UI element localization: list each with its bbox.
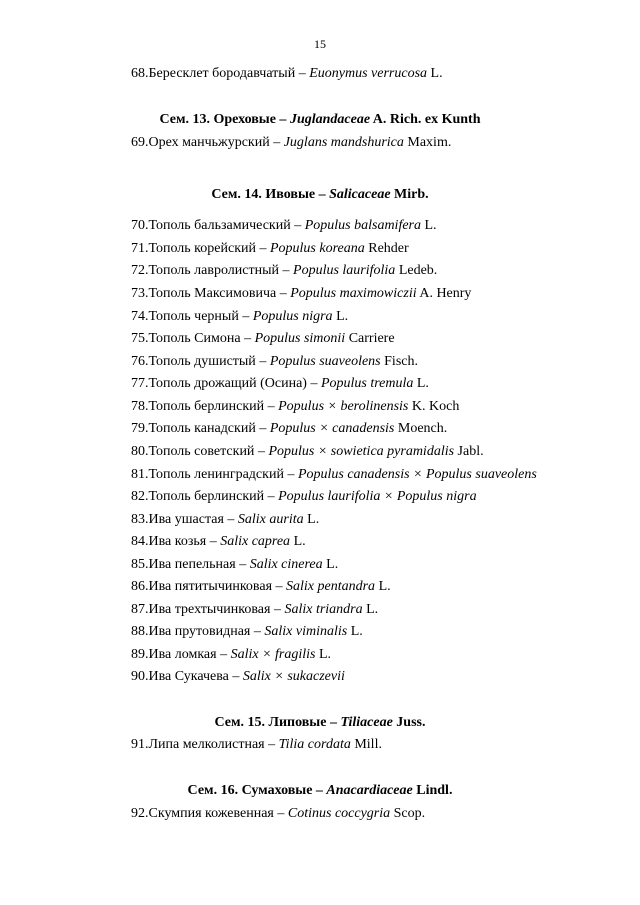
russian-name: Ива пепельная [148, 557, 236, 572]
family-author: Mirb. [390, 187, 429, 202]
page-number: 15 [314, 37, 326, 51]
latin-name: Tilia cordata [278, 737, 351, 752]
latin-name: Populus canadensis × Populus suaveolens [297, 467, 537, 482]
russian-name: Ива пятитычинковая [148, 579, 273, 594]
species-list-item [131, 622, 363, 642]
species-author: Scop. [390, 806, 426, 821]
dash: – [255, 354, 270, 369]
species-author: L. [427, 66, 443, 81]
dash: – [264, 737, 279, 752]
family-heading [0, 185, 640, 205]
species-list-item [131, 645, 331, 665]
species-list-item [131, 329, 395, 349]
dash: – [279, 263, 294, 278]
dash: – [255, 421, 270, 436]
russian-name: Тополь канадский [148, 421, 256, 436]
dash: – [254, 444, 269, 459]
latin-name: Salix cinerea [249, 557, 323, 572]
dash: – [223, 512, 238, 527]
dash: – [290, 218, 305, 233]
item-number: 90. [131, 669, 149, 684]
item-number: 79. [131, 421, 149, 436]
latin-name: Salix triandra [284, 602, 363, 617]
family-latin-name: Tiliaceae [340, 715, 393, 730]
item-number: 78. [131, 399, 149, 414]
russian-name: Тополь душистый [148, 354, 256, 369]
latin-name: Populus tremula [320, 376, 414, 391]
russian-name: Липа мелколистная [148, 737, 265, 752]
species-author: A. Henry [416, 286, 472, 301]
russian-name: Тополь берлинский [148, 489, 265, 504]
latin-name: Salix × sukaczevii [242, 669, 345, 684]
item-number: 76. [131, 354, 149, 369]
latin-name: Salix viminalis [264, 624, 348, 639]
item-number: 68. [131, 66, 149, 81]
species-author: L. [347, 624, 363, 639]
family-heading [0, 781, 640, 801]
species-list-item [131, 510, 319, 530]
latin-name: Salix caprea [220, 534, 291, 549]
russian-name: Ива козья [148, 534, 207, 549]
latin-name: Juglans mandshurica [283, 135, 404, 150]
species-list-item [131, 577, 391, 597]
russian-name: Тополь корейский [148, 241, 256, 256]
russian-name: Ива ломкая [148, 647, 217, 662]
item-number: 88. [131, 624, 149, 639]
dash: – [228, 669, 243, 684]
dash: – [283, 467, 298, 482]
latin-name: Populus × canadensis [269, 421, 395, 436]
russian-name: Тополь берлинский [148, 399, 265, 414]
latin-name: Populus maximowiczii [290, 286, 417, 301]
latin-name: Populus laurifolia [293, 263, 396, 278]
russian-name: Тополь бальзамический [148, 218, 291, 233]
latin-name: Populus simonii [254, 331, 346, 346]
species-author: Carriere [345, 331, 395, 346]
heading-prefix: Сем. 14. Ивовые – [211, 187, 330, 202]
family-author: A. Rich. ex Kunth [370, 112, 481, 127]
item-number: 73. [131, 286, 149, 301]
species-list-item [131, 133, 451, 153]
dash: – [306, 376, 321, 391]
russian-name: Тополь дрожащий (Осина) [148, 376, 307, 391]
dash: – [238, 309, 253, 324]
species-list-item [131, 419, 447, 439]
latin-name: Cotinus coccygria [287, 806, 391, 821]
dash: – [269, 135, 284, 150]
species-list-item [131, 284, 471, 304]
latin-name: Populus suaveolens [269, 354, 381, 369]
family-latin-name: Anacardiaceae [326, 783, 413, 798]
species-author: K. Koch [408, 399, 460, 414]
species-author: L. [421, 218, 437, 233]
family-latin-name: Juglandaceae [289, 112, 371, 127]
family-author: Juss. [392, 715, 426, 730]
dash: – [270, 602, 285, 617]
dash: – [235, 557, 250, 572]
species-list-item [131, 465, 537, 485]
item-number: 70. [131, 218, 149, 233]
russian-name: Ива Сукачева [148, 669, 229, 684]
species-author: L. [413, 376, 429, 391]
dash: – [273, 806, 288, 821]
dash: – [272, 579, 287, 594]
species-author: Maxim. [403, 135, 452, 150]
species-list-item [131, 667, 345, 687]
item-number: 69. [131, 135, 149, 150]
item-number: 87. [131, 602, 149, 617]
russian-name: Бересклет бородавчатый [148, 66, 296, 81]
dash: – [240, 331, 255, 346]
species-author: Moench. [394, 421, 448, 436]
species-list-item [131, 735, 382, 755]
heading-prefix: Сем. 16. Сумаховые – [187, 783, 327, 798]
russian-name: Тополь Максимовича [148, 286, 277, 301]
species-author: L. [375, 579, 391, 594]
species-author: Jabl. [454, 444, 484, 459]
latin-name: Salix × fragilis [230, 647, 316, 662]
item-number: 84. [131, 534, 149, 549]
species-list-item [131, 239, 409, 259]
family-latin-name: Salicaceae [329, 187, 391, 202]
russian-name: Тополь черный [148, 309, 239, 324]
latin-name: Populus nigra [252, 309, 333, 324]
species-author: L. [303, 512, 320, 527]
item-number: 83. [131, 512, 149, 527]
species-author: Rehder [364, 241, 409, 256]
species-author: Mill. [350, 737, 382, 752]
species-list-item [131, 487, 477, 507]
species-author: L. [362, 602, 379, 617]
dash: – [276, 286, 291, 301]
latin-name: Populus × sowietica pyramidalis [268, 444, 455, 459]
item-number: 75. [131, 331, 149, 346]
species-author: Ledeb. [395, 263, 438, 278]
item-number: 74. [131, 309, 149, 324]
species-author: L. [290, 534, 306, 549]
species-list-item [131, 600, 378, 620]
species-list-item [131, 261, 437, 281]
russian-name: Ива прутовидная [148, 624, 251, 639]
species-author: L. [332, 309, 349, 324]
russian-name: Орех манчьжурский [148, 135, 270, 150]
dash: – [264, 399, 279, 414]
item-number: 91. [131, 737, 149, 752]
dash: – [216, 647, 231, 662]
latin-name: Populus koreana [269, 241, 365, 256]
family-heading [0, 110, 640, 130]
item-number: 81. [131, 467, 149, 482]
species-list-item [131, 532, 306, 552]
species-list-item [131, 374, 429, 394]
item-number: 77. [131, 376, 149, 391]
item-number: 80. [131, 444, 149, 459]
russian-name: Ива ушастая [148, 512, 224, 527]
item-number: 82. [131, 489, 149, 504]
latin-name: Euonymus verrucosa [309, 66, 428, 81]
species-list-item [131, 307, 348, 327]
item-number: 86. [131, 579, 149, 594]
dash: – [255, 241, 270, 256]
latin-name: Populus laurifolia × Populus nigra [278, 489, 477, 504]
family-heading [0, 713, 640, 733]
russian-name: Тополь Симона [148, 331, 241, 346]
dash: – [250, 624, 265, 639]
item-number: 92. [131, 806, 149, 821]
russian-name: Ива трехтычинковая [148, 602, 271, 617]
species-list-item [131, 64, 443, 84]
species-author: Fisch. [380, 354, 418, 369]
heading-prefix: Сем. 15. Липовые – [214, 715, 341, 730]
item-number: 72. [131, 263, 149, 278]
russian-name: Тополь советский [148, 444, 255, 459]
species-author: L. [322, 557, 339, 572]
species-list-item [131, 442, 484, 462]
dash: – [264, 489, 279, 504]
latin-name: Populus × berolinensis [278, 399, 409, 414]
species-list-item [131, 555, 338, 575]
species-list-item [131, 352, 418, 372]
dash: – [206, 534, 221, 549]
species-list-item [131, 804, 425, 824]
species-author: L. [315, 647, 332, 662]
latin-name: Salix aurita [237, 512, 304, 527]
latin-name: Salix pentandra [286, 579, 376, 594]
item-number: 89. [131, 647, 149, 662]
species-list-item [131, 216, 437, 236]
russian-name: Тополь ленинградский [148, 467, 284, 482]
russian-name: Скумпия кожевенная [148, 806, 274, 821]
family-author: Lindl. [412, 783, 453, 798]
heading-prefix: Сем. 13. Ореховые – [159, 112, 290, 127]
item-number: 71. [131, 241, 149, 256]
dash: – [295, 66, 310, 81]
russian-name: Тополь лавролистный [148, 263, 280, 278]
species-list-item [131, 397, 459, 417]
latin-name: Populus balsamifera [304, 218, 421, 233]
item-number: 85. [131, 557, 149, 572]
